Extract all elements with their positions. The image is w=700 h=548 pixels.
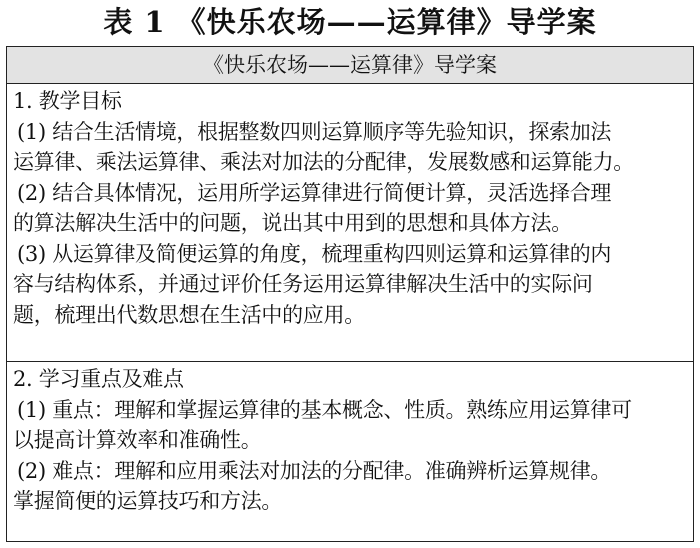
section-title: 2. 学习重点及难点	[13, 367, 184, 391]
table-caption: 表 1 《快乐农场——运算律》导学案	[103, 5, 597, 39]
text-line: 以提高计算效率和准确性。	[13, 428, 262, 452]
section-teaching-goals	[7, 84, 693, 362]
section-title: 1. 教学目标	[13, 89, 122, 113]
text-line: 容与结构体系，并通过评价任务运用运算律解决生活中的实际问	[13, 272, 593, 296]
text-line: (1) 结合生活情境，根据整数四则运算顺序等先验知识，探索加法	[17, 119, 612, 144]
text-line: 的算法解决生活中的问题，说出其中用到的思想和具体方法。	[13, 211, 572, 235]
text-line: 掌握简便的运算技巧和方法。	[13, 489, 283, 513]
text-line: (2) 难点：理解和应用乘法对加法的分配律。准确辨析运算规律。	[17, 458, 612, 483]
table-header: 《快乐农场——运算律》导学案	[7, 47, 693, 84]
section-key-points	[7, 362, 693, 536]
text-line: 运算律、乘法运算律、乘法对加法的分配律，发展数感和运算能力。	[13, 150, 634, 174]
text-line: 题，梳理出代数思想在生活中的应用。	[13, 302, 365, 327]
text-line: (3) 从运算律及简便运算的角度，梳理重构四则运算和运算律的内	[17, 241, 612, 266]
text-line: (1) 重点：理解和掌握运算律的基本概念、性质。熟练应用运算律可	[17, 397, 632, 422]
text-line: (2) 结合具体情况，运用所学运算律进行简便计算，灵活选择合理	[17, 180, 612, 205]
lesson-plan-table	[6, 46, 694, 542]
